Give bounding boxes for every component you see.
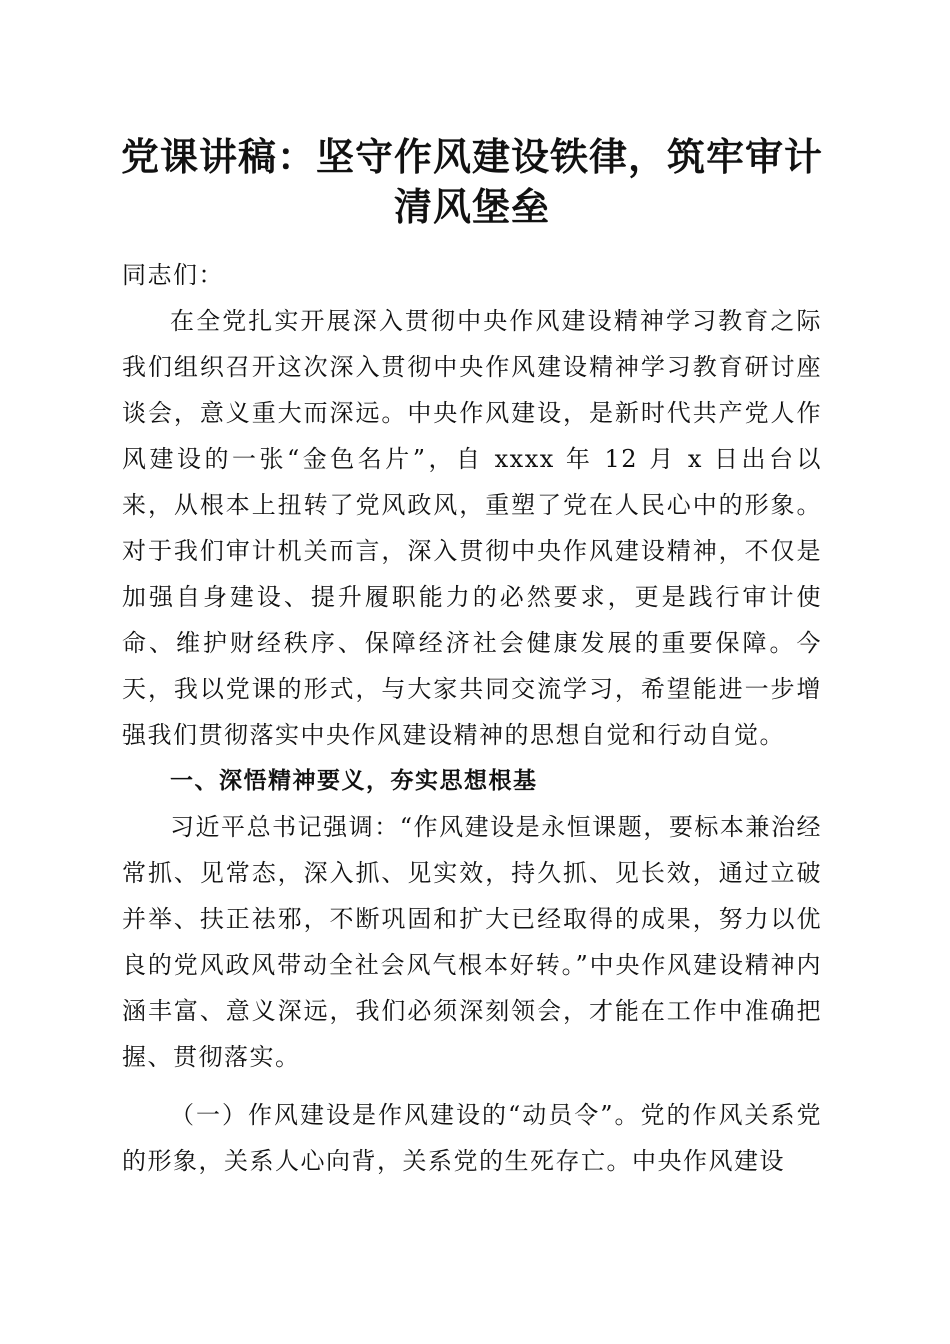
section-heading: 一、深悟精神要义，夯实思想根基 — [170, 768, 538, 794]
salutation: 同志们： — [122, 261, 224, 289]
section-paragraph: 习近平总书记强调：“作风建设是永恒课题，要标本兼治经常抓、见常态，深入抓、见实效，持久抓、见长效，通过立破并举、扶正祛邪，不断巩固和扩大已经取得的成果，努力以优良的党风政风带动全社会风气根本好转。”中央作风建设精神内涵丰富、意义深远，我们必须深刻领会，才能在工作中准确把握、贯彻落实。 — [122, 813, 822, 1071]
intro-paragraph: 在全党扎实开展深入贯彻中央作风建设精神学习教育之际我们组织召开这次深入贯彻中央作风建设精神学习教育研讨座谈会，意义重大而深远。中央作风建设，是新时代共产党人作风建设的一张“金色名片”，自 xxxx 年 12 月 x 日出台以来，从根本上扭转了党风政风，重塑了党在人民心中的形象。对于我们审计机关而言，深入贯彻中央作风建设精神，不仅是加强自身建设、提升履职能力的必然要求，更是践行审计使命、维护财经秩序、保障经济社会健康发展的重要保障。今天，我以党课的形式，与大家共同交流学习，希望能进一步增强我们贯彻落实中央作风建设精神的思想自觉和行动自觉。 — [122, 307, 822, 749]
document-title: 党课讲稿：坚守作风建设铁律，筑牢审计清风堡垒 — [120, 135, 823, 229]
subsection-paragraph: （一）作风建设是作风建设的“动员令”。党的作风关系党的形象，关系人心向背，关系党的生死存亡。中央作风建设 — [122, 1101, 822, 1175]
document-body — [122, 252, 822, 1184]
